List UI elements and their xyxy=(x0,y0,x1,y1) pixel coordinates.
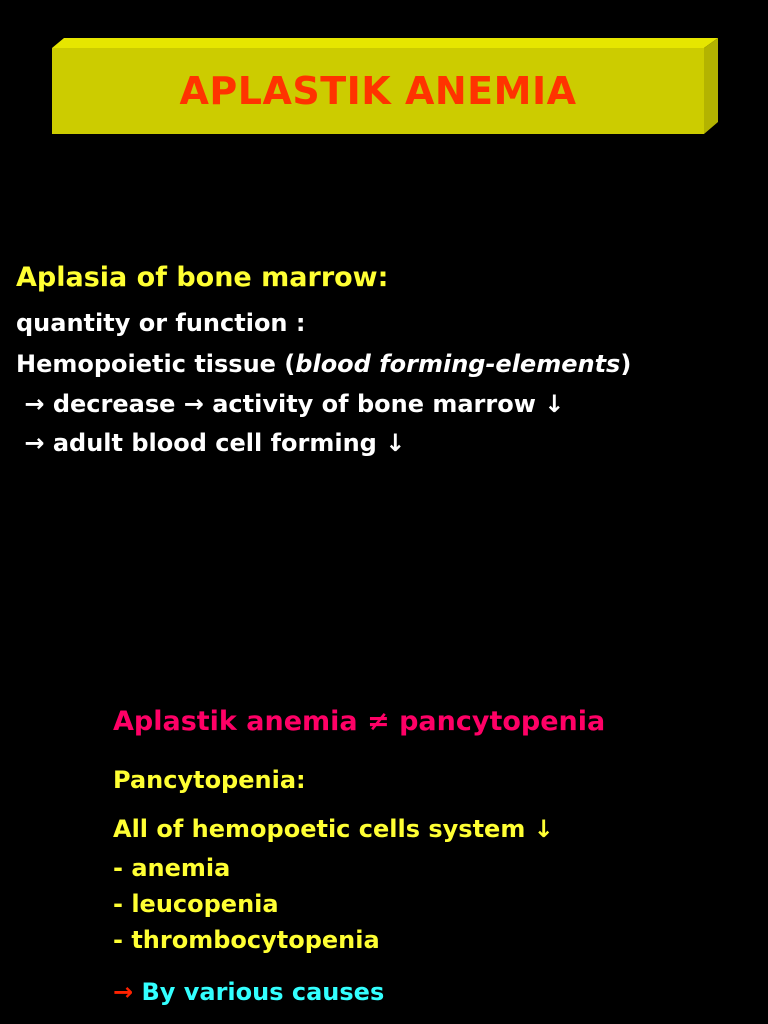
hemopoietic-prefix: Hemopoietic tissue ( xyxy=(16,350,296,378)
cause-line xyxy=(113,978,384,1006)
slide-title: APLASTIK ANEMIA xyxy=(179,69,577,113)
hemopoietic-italic: blood forming-elements xyxy=(295,350,621,378)
cause-text: By various causes xyxy=(133,978,385,1006)
section2-subheading: Pancytopenia: xyxy=(113,766,306,794)
list-item-anemia: - anemia xyxy=(113,854,231,882)
hemopoietic-suffix: ) xyxy=(620,350,632,378)
section1-heading: Aplasia of bone marrow: xyxy=(16,262,389,293)
section1-line-adult-cell: → adult blood cell forming ↓ xyxy=(16,429,406,457)
section1-line-hemopoietic xyxy=(16,350,631,378)
list-item-thrombocytopenia: - thrombocytopenia xyxy=(113,926,380,954)
list-item-leucopenia: - leucopenia xyxy=(113,890,279,918)
section1-line-decrease: → decrease → activity of bone marrow ↓ xyxy=(16,390,565,418)
section2-heading: Aplastik anemia ≠ pancytopenia xyxy=(113,706,606,737)
title-banner xyxy=(52,38,718,134)
section1-line-quantity: quantity or function : xyxy=(16,309,306,337)
red-arrow-icon: → xyxy=(113,978,134,1006)
section2-line-cells: All of hemopoetic cells system ↓ xyxy=(113,815,554,843)
